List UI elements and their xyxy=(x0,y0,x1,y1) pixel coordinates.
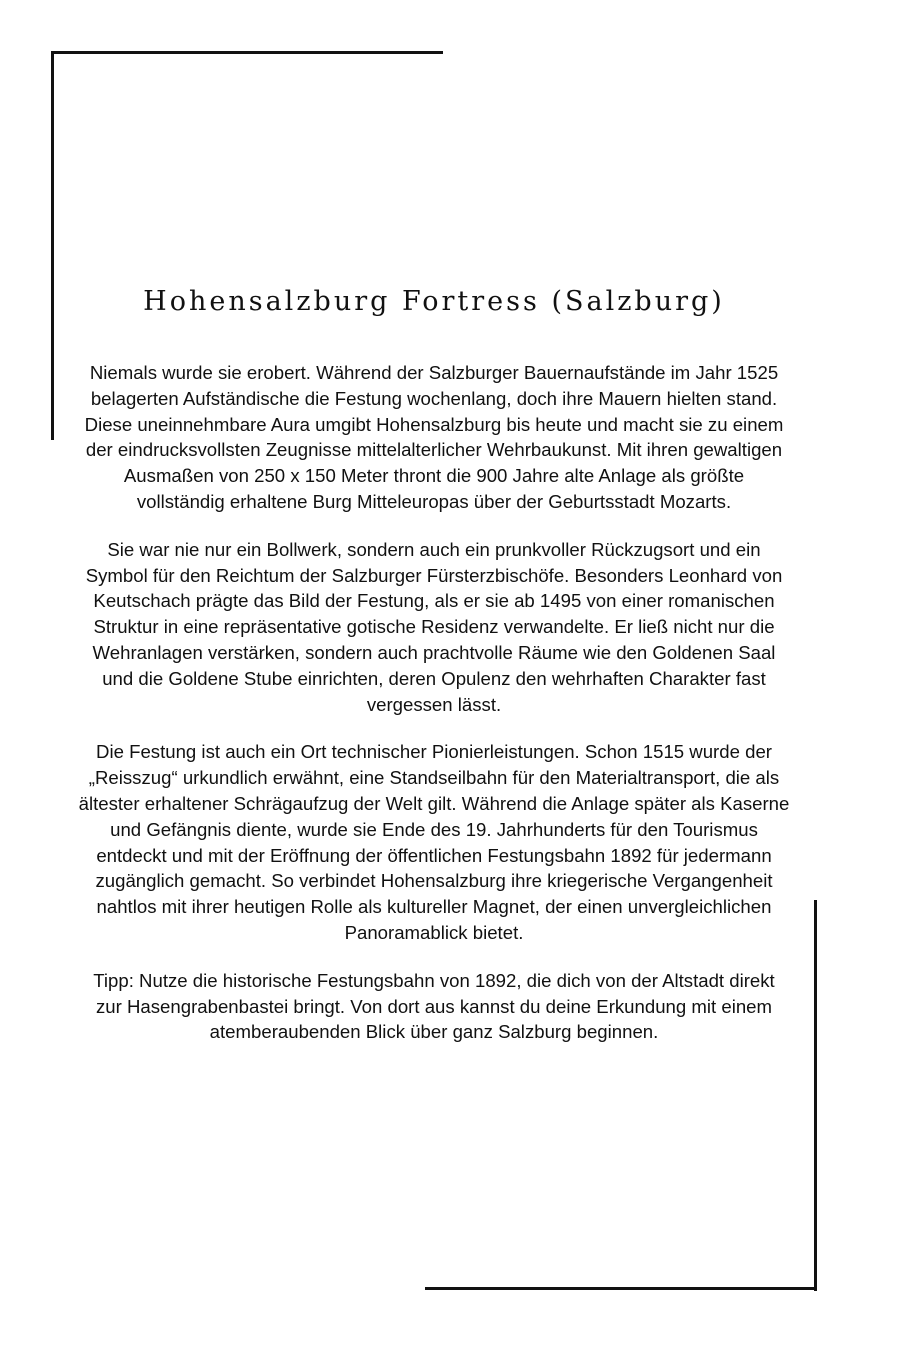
page-content xyxy=(78,280,790,1067)
frame-top-border xyxy=(51,51,443,54)
frame-bottom-border xyxy=(425,1287,817,1290)
paragraph-residence: Sie war nie nur ein Bollwerk, sondern auch ein prunkvoller Rückzugsort und ein Symbol für den Reichtum der Salzburger Fürsterzbischöfe. Besonders Leonhard von Keutschach prägte das Bild der Festung, als er sie ab 1495 von einer romanischen Struktur in eine repräsentative gotische Residenz verwandelte. Er ließ nicht nur die Wehranlagen verstärken, sondern auch prachtvolle Räume wie den Goldenen Saal und die Goldene Stube einrichten, deren Opulenz den wehrhaften Charakter fast vergessen lässt. xyxy=(85,538,783,715)
page-title: Hohensalzburg Fortress (Salzburg) xyxy=(143,286,725,317)
paragraph-history: Niemals wurde sie erobert. Während der Salzburger Bauernaufstände im Jahr 1525 belagerten Aufständische die Festung wochenlang, doch ihre Mauern hielten stand. Diese uneinnehmbare Aura umgibt Hohensalzburg bis heute und macht sie zu einem der eindrucksvollsten Zeugnisse mittelalterlicher Wehrbaukunst. Mit ihren gewaltigen Ausmaßen von 250 x 150 Meter thront die 900 Jahre alte Anlage als größte vollständig erhaltene Burg Mitteleuropas über der Geburtsstadt Mozarts. xyxy=(84,362,784,512)
paragraph-tip: Tipp: Nutze die historische Festungsbahn von 1892, die dich von der Altstadt direkt zur Hasengrabenbastei bringt. Von dort aus kannst du deine Erkundung mit einem atemberaubenden Blick über ganz Salzburg beginnen. xyxy=(93,969,775,1043)
frame-left-border xyxy=(51,51,54,440)
paragraph-technology: Die Festung ist auch ein Ort technischer Pionierleistungen. Schon 1515 wurde der „Reisszug“ urkundlich erwähnt, eine Standseilbahn für den Materialtransport, die als ältester erhaltener Schrägaufzug der Welt gilt. Während die Anlage später als Kaserne und Gefängnis diente, wurde sie Ende des 19. Jahrhunderts für den Tourismus entdeckt und mit der Eröffnung der öffentlichen Festungsbahn 1892 für jedermann zugänglich gemacht. So verbindet Hohensalzburg ihre kriegerische Vergangenheit nahtlos mit ihrer heutigen Rolle als kultureller Magnet, der einen unvergleichlichen Panoramablick bietet. xyxy=(78,741,790,943)
frame-right-border xyxy=(814,900,817,1291)
